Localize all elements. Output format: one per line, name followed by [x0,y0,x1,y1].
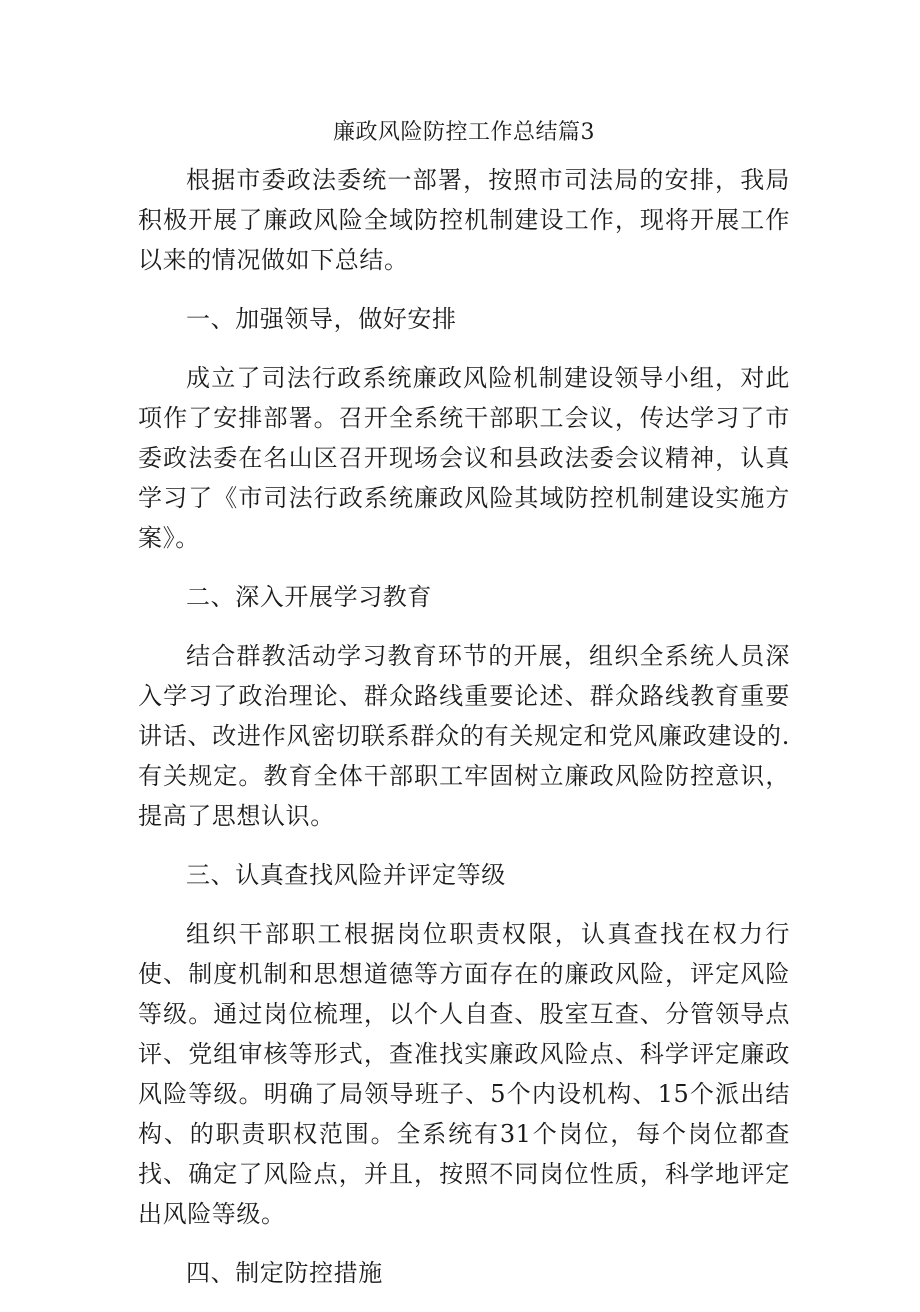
section-body-2: 结合群教活动学习教育环节的开展，组织全系统人员深入学习了政治理论、群众路线重要论述、群众路线教育重要讲话、改进作风密切联系群众的有关规定和党风廉政建设的.有关规定。教育全体干部职工牢固树立廉政风险防控意识，提高了思想认识。 [138,642,790,830]
section-heading-1: 一、加强领导，做好安排 [186,305,457,333]
document-page [138,118,790,1312]
intro-paragraph: 根据市委政法委统一部署，按照市司法局的安排，我局积极开展了廉政风险全域防控机制建设工作，现将开展工作以来的情况做如下总结。 [138,166,790,274]
section-body-1: 成立了司法行政系统廉政风险机制建设领导小组，对此项作了安排部署。召开全系统干部职工会议，传达学习了市委政法委在名山区召开现场会议和县政法委会议精神，认真学习了《市司法行政系统廉政风险其域防控机制建设实施方案》。 [138,364,790,552]
section-heading-2: 二、深入开展学习教育 [186,583,432,611]
document-title: 廉政风险防控工作总结篇3 [333,120,595,145]
section-heading-4: 四、制定防控措施 [186,1259,383,1287]
section-body-3: 组织干部职工根据岗位职责权限，认真查找在权力行使、制度机制和思想道德等方面存在的廉政风险，评定风险等级。通过岗位梳理，以个人自查、股室互查、分管领导点评、党组审核等形式，查准找实廉政风险点、科学评定廉政风险等级。明确了局领导班子、5个内设机构、15个派出结构、的职责职权范围。全系统有31个岗位，每个岗位都查找、确定了风险点，并且，按照不同岗位性质，科学地评定出风险等级。 [138,920,790,1228]
section-heading-3: 三、认真查找风险并评定等级 [186,861,506,889]
